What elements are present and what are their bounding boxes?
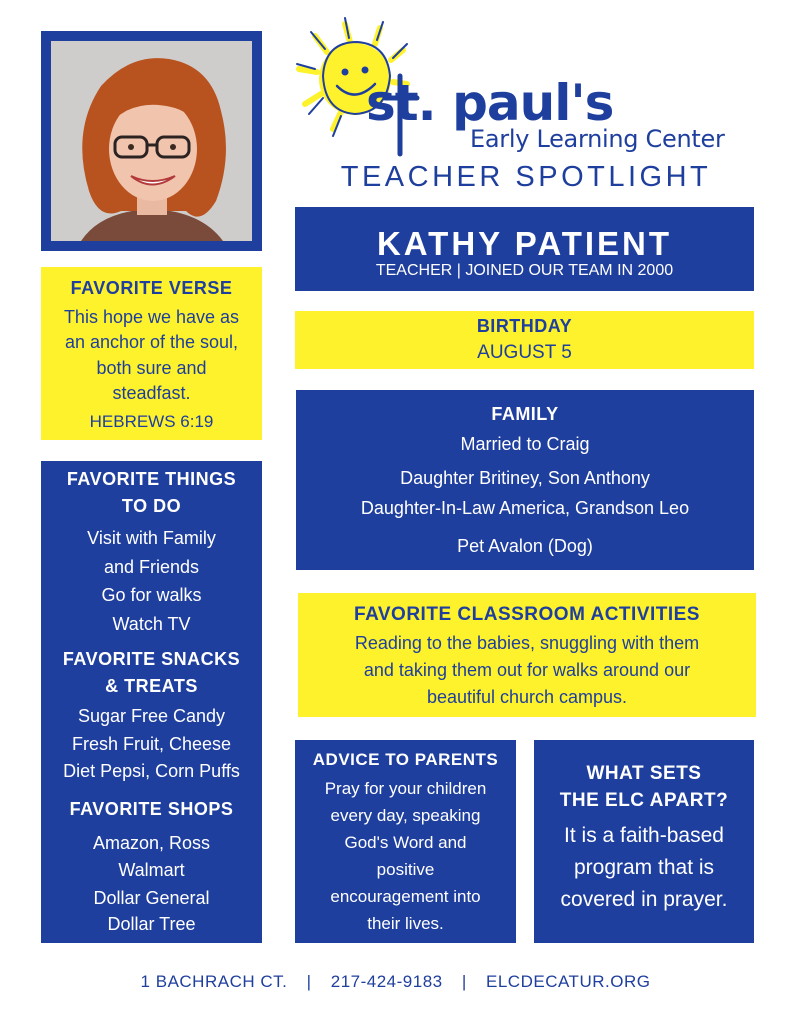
classroom-line: and taking them out for walks around our (363, 660, 691, 680)
verse-line: steadfast. (112, 383, 191, 403)
things-heading: FAVORITE THINGS (66, 469, 237, 489)
footer-separator: | (306, 972, 312, 991)
snacks-heading: & TREATS (105, 676, 198, 696)
family-heading: FAMILY (491, 404, 559, 424)
shops-line: Amazon, Ross (92, 833, 211, 853)
footer-phone[interactable]: 217-424-9183 (330, 972, 443, 991)
advice-line: their lives. (367, 914, 444, 933)
teacher-photo-frame (41, 31, 262, 251)
advice-line: God's Word and (344, 833, 467, 852)
advice-line: Pray for your children (324, 779, 487, 798)
snacks-line: Diet Pepsi, Corn Puffs (63, 761, 240, 781)
things-line: Go for walks (101, 585, 202, 605)
classroom-activities-box (298, 593, 756, 717)
advice-line: positive (376, 860, 435, 879)
logo-title: st. paul's (366, 74, 614, 132)
family-line: Married to Craig (460, 434, 590, 454)
shops-line: Dollar General (93, 888, 210, 908)
shops-line: Dollar Tree (107, 914, 196, 934)
classroom-line: beautiful church campus. (426, 687, 628, 707)
verse-line: an anchor of the soul, (64, 332, 239, 352)
footer-separator: | (461, 972, 467, 991)
shops-heading: FAVORITE SHOPS (69, 799, 234, 819)
favorite-verse-box (41, 267, 262, 440)
teacher-role: TEACHER | JOINED OUR TEAM IN 2000 (375, 262, 674, 279)
apart-line: covered in prayer. (560, 888, 728, 911)
logo-subtitle: Early Learning Center (470, 125, 725, 153)
family-line: Daughter-In-Law America, Grandson Leo (360, 498, 690, 518)
things-line: Watch TV (112, 614, 191, 634)
birthday-value: AUGUST 5 (477, 342, 572, 363)
birthday-box (295, 311, 754, 369)
teacher-name-box (295, 207, 754, 291)
footer-website[interactable]: ELCDECATUR.ORG (486, 972, 651, 991)
birthday-heading: BIRTHDAY (476, 316, 573, 336)
classroom-heading: FAVORITE CLASSROOM ACTIVITIES (354, 604, 700, 625)
teacher-spotlight-heading: TEACHER SPOTLIGHT (340, 161, 712, 193)
teacher-name: KATHY PATIENT (376, 225, 673, 262)
advice-box (295, 740, 516, 943)
family-box (296, 390, 754, 570)
verse-heading: FAVORITE VERSE (70, 278, 233, 298)
snacks-heading: FAVORITE SNACKS (62, 649, 241, 669)
advice-line: every day, speaking (330, 806, 481, 825)
things-heading: TO DO (121, 496, 182, 516)
snacks-line: Fresh Fruit, Cheese (71, 734, 232, 754)
apart-line: program that is (573, 856, 715, 879)
footer-address: 1 BACHRACH CT. (140, 972, 288, 991)
advice-line: encouragement into (330, 887, 481, 906)
shops-line: Walmart (118, 860, 185, 880)
apart-heading: THE ELC APART? (559, 790, 729, 811)
footer (0, 973, 791, 990)
snacks-line: Sugar Free Candy (77, 706, 226, 726)
things-line: Visit with Family (87, 528, 216, 548)
verse-line: This hope we have as (63, 307, 240, 327)
favorites-box (41, 461, 262, 943)
teacher-photo (51, 41, 252, 241)
family-line: Pet Avalon (Dog) (457, 536, 593, 556)
advice-heading: ADVICE TO PARENTS (312, 750, 499, 769)
apart-line: It is a faith-based (564, 824, 724, 847)
verse-reference: HEBREWS 6:19 (89, 412, 214, 431)
verse-line: both sure and (96, 358, 207, 378)
classroom-line: Reading to the babies, snuggling with them (354, 633, 700, 653)
apart-heading: WHAT SETS (586, 763, 702, 784)
things-line: and Friends (103, 557, 200, 577)
portrait-illustration (51, 41, 252, 241)
family-line: Daughter Britiney, Son Anthony (400, 468, 650, 488)
elc-apart-box (534, 740, 754, 943)
